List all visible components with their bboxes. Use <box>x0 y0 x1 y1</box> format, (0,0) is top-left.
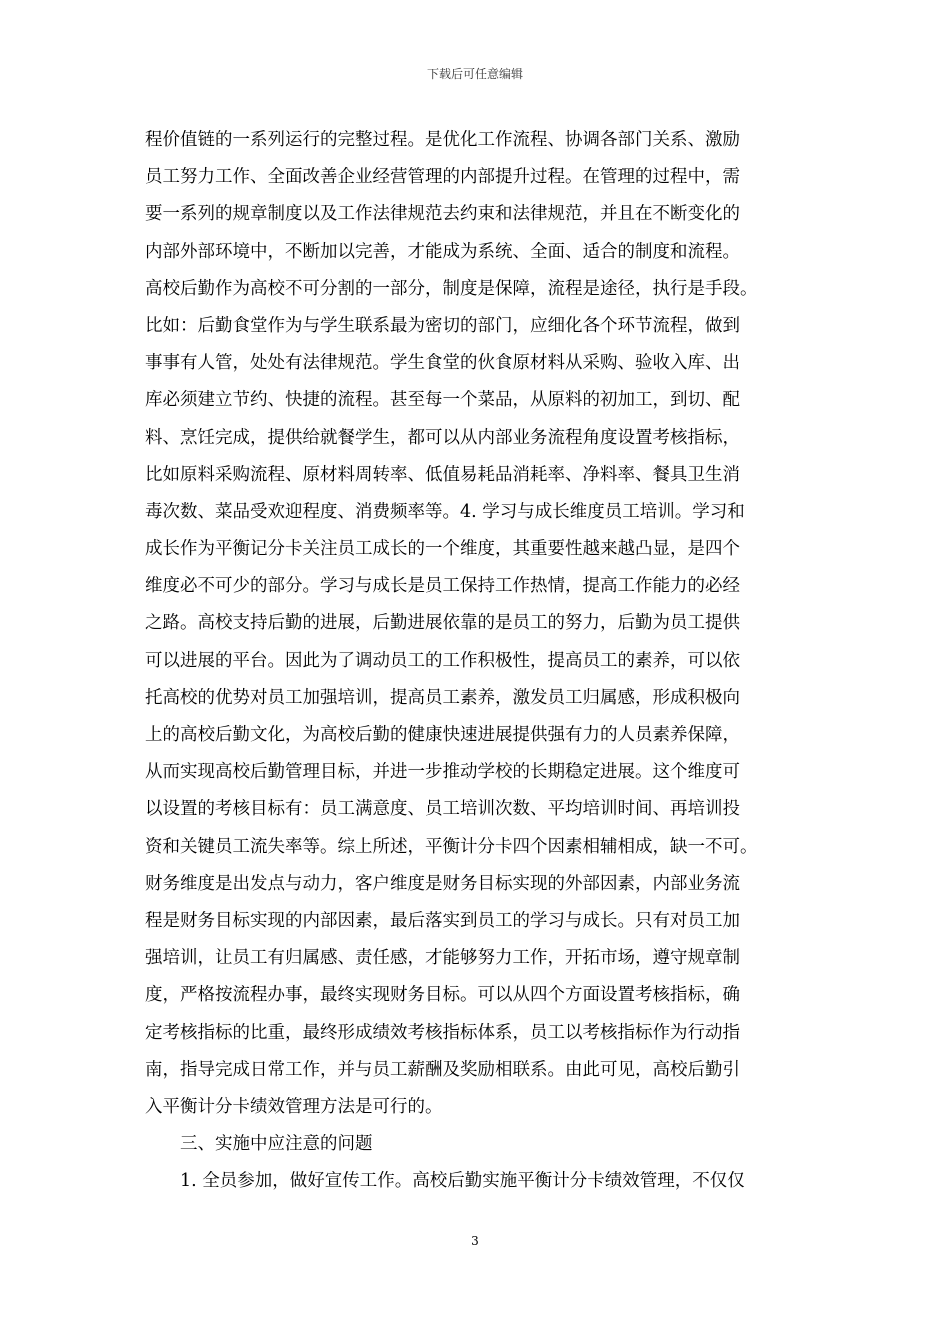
body-text <box>145 122 821 1200</box>
text-line: 比如：后勤食堂作为与学生联系最为密切的部门，应细化各个环节流程，做到 <box>145 315 740 336</box>
text-line: 员工努力工作、全面改善企业经营管理的内部提升过程。在管理的过程中，需 <box>145 167 740 188</box>
text-line: 入平衡计分卡绩效管理方法是可行的。 <box>145 1096 443 1117</box>
text-line: 要一系列的规章制度以及工作法律规范去约束和法律规范，并且在不断变化的 <box>145 204 740 225</box>
text-line: 程是财务目标实现的内部因素，最后落实到员工的学习与成长。只有对员工加 <box>145 910 740 931</box>
text-line: 事事有人管，处处有法律规范。学生食堂的伙食原材料从采购、验收入库、出 <box>145 353 740 374</box>
text-line: 财务维度是出发点与动力，客户维度是财务目标实现的外部因素，内部业务流 <box>145 873 740 894</box>
page-number: 3 <box>471 1234 479 1248</box>
text-line: 资和关键员工流失率等。综上所述，平衡计分卡四个因素相辅相成，缺一不可。 <box>145 836 758 857</box>
text-line: 从而实现高校后勤管理目标，并进一步推动学校的长期稳定进展。这个维度可 <box>145 762 740 783</box>
text-line: 以设置的考核目标有：员工满意度、员工培训次数、平均培训时间、再培训投 <box>145 799 740 820</box>
text-line: 料、烹饪完成，提供给就餐学生，都可以从内部业务流程角度设置考核指标， <box>145 427 740 448</box>
text-line: 度，严格按流程办事，最终实现财务目标。可以从四个方面设置考核指标，确 <box>145 985 740 1006</box>
text-line: 定考核指标的比重，最终形成绩效考核指标体系，员工以考核指标作为行动指 <box>145 1022 740 1043</box>
text-line: 内部外部环境中，不断加以完善，才能成为系统、全面、适合的制度和流程。 <box>145 241 740 262</box>
text-line: 维度必不可少的部分。学习与成长是员工保持工作热情，提高工作能力的必经 <box>145 576 740 597</box>
text-line: 程价值链的一系列运行的完整过程。是优化工作流程、协调各部门关系、激励 <box>145 130 740 150</box>
text-line: 托高校的优势对员工加强培训，提高员工素养，激发员工归属感，形成积极向 <box>145 687 740 708</box>
text-line: 南，指导完成日常工作，并与员工薪酬及奖励相联系。由此可见，高校后勤引 <box>145 1059 740 1080</box>
text-line: 毒次数、菜品受欢迎程度、消费频率等。4. 学习与成长维度员工培训。学习和 <box>145 501 745 522</box>
text-line: 1. 全员参加，做好宣传工作。高校后勤实施平衡计分卡绩效管理，不仅仅 <box>180 1171 745 1192</box>
text-line: 上的高校后勤文化，为高校后勤的健康快速进展提供强有力的人员素养保障， <box>145 725 740 745</box>
text-line: 库必须建立节约、快捷的流程。甚至每一个菜品，从原料的初加工，到切、配 <box>145 390 740 411</box>
text-line: 之路。高校支持后勤的进展，后勤进展依靠的是员工的努力，后勤为员工提供 <box>145 613 740 634</box>
text-line: 成长作为平衡记分卡关注员工成长的一个维度，其重要性越来越凸显，是四个 <box>145 539 740 560</box>
text-line: 高校后勤作为高校不可分割的一部分，制度是保障，流程是途径，执行是手段。 <box>145 278 758 299</box>
text-line: 比如原料采购流程、原材料周转率、低值易耗品消耗率、净料率、餐具卫生消 <box>145 464 740 485</box>
page-header: 下载后可任意编辑 <box>426 67 523 81</box>
text-line: 可以进展的平台。因此为了调动员工的工作积极性，提高员工的素养，可以依 <box>145 650 740 671</box>
section-heading: 三、实施中应注意的问题 <box>180 1134 373 1155</box>
text-line: 强培训，让员工有归属感、责任感，才能够努力工作，开拓市场，遵守规章制 <box>145 948 740 969</box>
